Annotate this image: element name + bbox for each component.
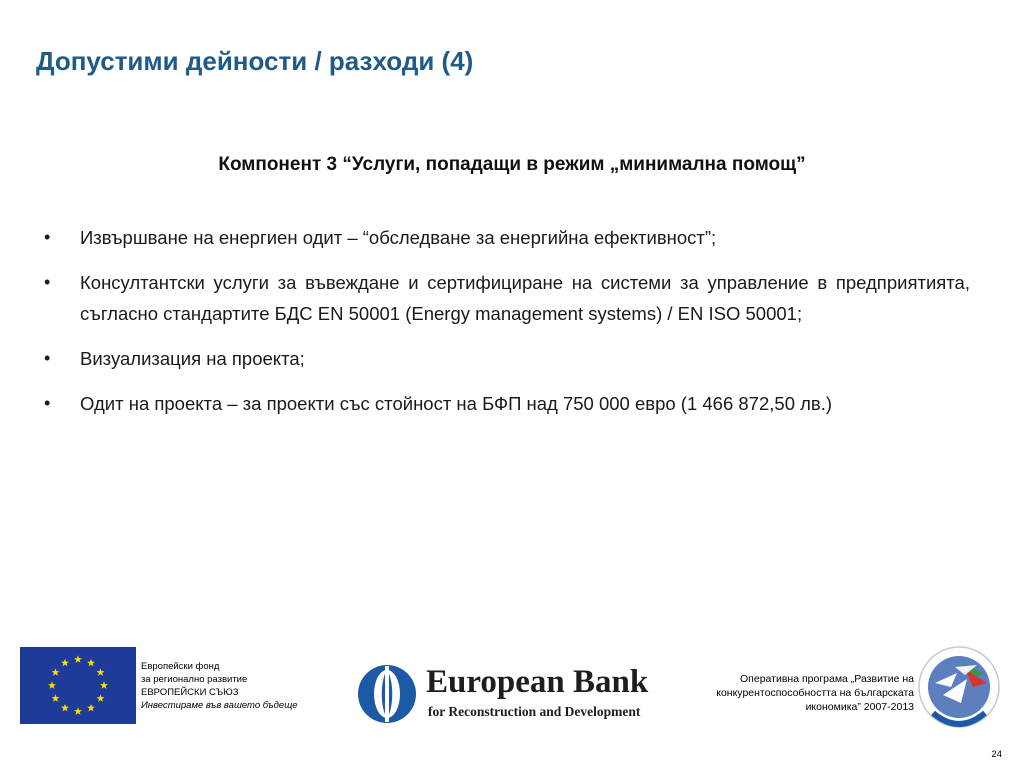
- bullet-icon: •: [44, 393, 51, 413]
- list-item-text: Одит на проекта – за проекти със стойност на БФП над 750 000 евро (1 466 872,50 лв.): [80, 393, 833, 414]
- op-line-2: конкурентоспособността на българската: [716, 687, 914, 699]
- slide-title: Допустими дейности / разходи (4): [36, 46, 474, 76]
- eu-line-1: Европейски фонд: [141, 661, 220, 672]
- list-item: [40, 388, 970, 419]
- bullet-icon: •: [44, 227, 51, 247]
- slide-subtitle: Компонент 3 “Услуги, попадащи в режим „минимална помощ”: [218, 154, 806, 175]
- eu-line-2: за регионално развитие: [141, 674, 248, 685]
- list-item-text: Извършване на енергиен одит – “обследване за енергийна ефективност”;: [80, 227, 717, 248]
- bullet-icon: •: [44, 348, 51, 368]
- eu-line-4: Инвестираме във вашето бъдеще: [141, 700, 298, 711]
- eu-fund-text: [141, 660, 298, 712]
- bullet-icon: •: [44, 272, 51, 292]
- list-item: [40, 343, 970, 374]
- bullet-list: [40, 222, 970, 433]
- ebrd-subtitle: for Reconstruction and Development: [428, 704, 641, 719]
- op-line-1: Оперативна програма „Развитие на: [740, 673, 914, 685]
- eu-flag-icon: [20, 647, 136, 724]
- eu-line-3: ЕВРОПЕЙСКИ СЪЮЗ: [141, 687, 239, 698]
- ebrd-logo-icon: [356, 664, 662, 724]
- page-number: 24: [991, 749, 1002, 760]
- konkurentna-bulgaria-logo-icon: [917, 643, 1001, 739]
- operational-programme-text: [674, 672, 914, 714]
- list-item-text: Консултантски услуги за въвеждане и сертифициране на системи за управление в предприятията, съгласно стандартите БДС EN 50001 (Energy management systems) / EN ISO 50001;: [80, 272, 970, 324]
- ebrd-name: European Bank: [426, 664, 649, 700]
- list-item-text: Визуализация на проекта;: [80, 348, 305, 369]
- list-item: [40, 222, 970, 253]
- op-line-3: икономика” 2007-2013: [805, 701, 914, 713]
- list-item: [40, 267, 970, 329]
